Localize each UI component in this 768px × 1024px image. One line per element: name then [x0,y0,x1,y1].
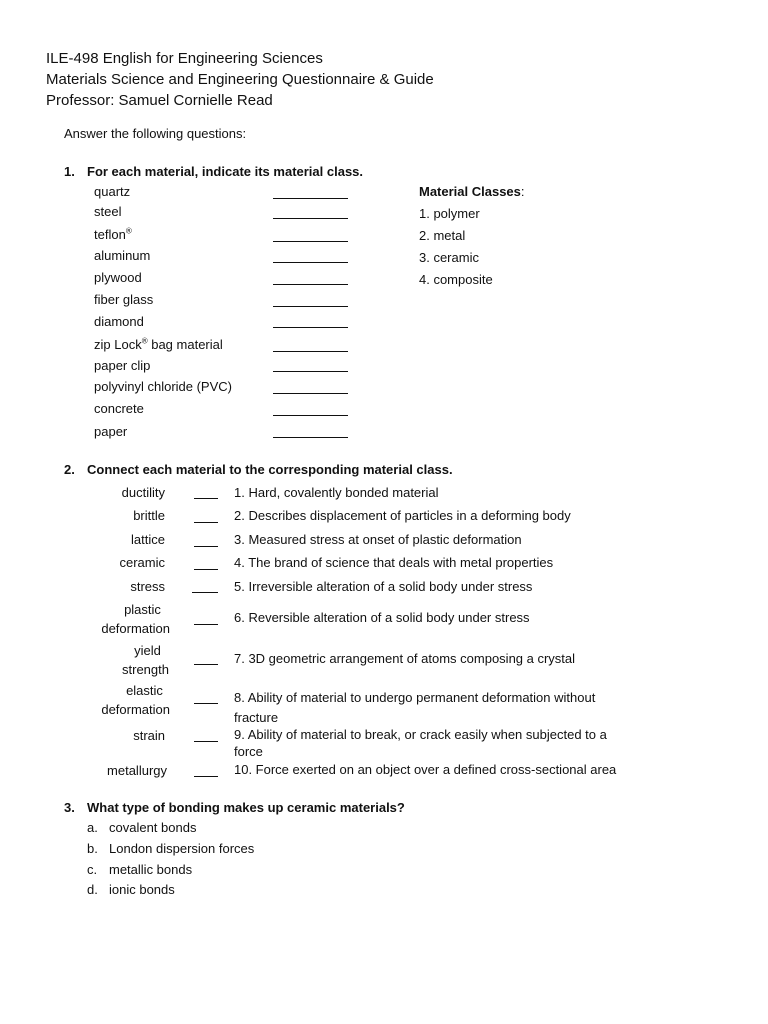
q2-definition: fracture [234,710,279,725]
instructions: Answer the following questions: [64,126,247,141]
q1-answer-blank[interactable] [273,351,348,352]
q2-term: ceramic [119,555,165,570]
q3-option-d[interactable] [87,882,175,898]
q1-answer-blank[interactable] [273,393,348,394]
q1-answer-blank[interactable] [273,262,348,263]
q2-term: yield [134,643,161,658]
q2-answer-blank[interactable] [194,546,218,547]
q3-number: 3. [64,800,75,815]
q2-definition: 3. Measured stress at onset of plastic deformation [234,532,522,547]
option-letter: b. [87,841,98,856]
q1-material: aluminum [94,248,151,263]
q1-answer-blank[interactable] [273,371,348,372]
q2-term: brittle [133,508,165,523]
q1-material: steel [94,204,122,219]
registered-mark: ® [141,336,148,346]
q1-material: zip Lock® bag material [94,336,223,352]
q1-answer-blank[interactable] [273,437,348,438]
q2-number: 2. [64,462,75,477]
q1-answer-blank[interactable] [273,198,348,199]
document-title: Materials Science and Engineering Questionnaire & Guide [46,71,434,88]
q1-material: paper [94,424,128,439]
q2-definition: 8. Ability of material to undergo permanent deformation without [234,690,596,705]
q2-term: deformation [101,702,170,717]
registered-mark: ® [125,226,132,236]
option-letter: a. [87,820,98,835]
option-letter: d. [87,882,98,897]
q2-term: deformation [101,621,170,636]
q1-answer-blank[interactable] [273,241,348,242]
q1-prompt: For each material, indicate its material class. [87,164,364,179]
q1-material: concrete [94,401,144,416]
option-text: London dispersion forces [109,841,255,856]
q2-term: ductility [121,485,165,500]
q2-definition: 5. Irreversible alteration of a solid body under stress [234,579,533,594]
q2-definition: 1. Hard, covalently bonded material [234,485,439,500]
q2-answer-blank[interactable] [194,741,218,742]
option-text: ionic bonds [109,882,175,897]
q1-material: diamond [94,314,144,329]
q2-term: lattice [131,532,165,547]
material-classes-heading: Material Classes: [419,184,525,199]
q2-answer-blank[interactable] [194,703,218,704]
q2-term: elastic [126,683,163,698]
q3-option-a[interactable] [87,820,196,836]
q1-material: quartz [94,184,131,199]
q3-prompt: What type of bonding makes up ceramic materials? [87,800,405,815]
q2-prompt: Connect each material to the corresponding material class. [87,462,453,477]
q2-term: strength [122,662,169,677]
professor-line: Professor: Samuel Cornielle Read [46,92,273,109]
q2-definition: 10. Force exerted on an object over a defined cross-sectional area [234,762,617,777]
q2-term: metallurgy [107,763,167,778]
q2-definition: 4. The brand of science that deals with metal properties [234,555,554,570]
q2-answer-blank[interactable] [194,522,218,523]
q2-definition: 7. 3D geometric arrangement of atoms composing a crystal [234,651,576,666]
q2-answer-blank[interactable] [194,498,218,499]
q1-answer-blank[interactable] [273,306,348,307]
option-letter: c. [87,862,98,877]
q1-answer-blank[interactable] [273,284,348,285]
q2-answer-blank[interactable] [194,624,218,625]
q1-answer-blank[interactable] [273,415,348,416]
q1-material: plywood [94,270,142,285]
q2-answer-blank[interactable] [194,664,218,665]
material-class-item: 3. ceramic [419,250,479,265]
q1-answer-blank[interactable] [273,327,348,328]
material-class-item: 4. composite [419,272,493,287]
material-class-item: 1. polymer [419,206,480,221]
course-title: ILE-498 English for Engineering Sciences [46,50,323,67]
q2-definition: 2. Describes displacement of particles in a deforming body [234,508,571,523]
q1-material: teflon® [94,226,132,242]
q2-answer-blank[interactable] [194,569,218,570]
q2-answer-blank[interactable] [194,776,218,777]
option-text: covalent bonds [109,820,197,835]
q2-definition: 9. Ability of material to break, or crack easily when subjected to a [234,727,607,742]
q2-term: strain [133,728,165,743]
q2-term: stress [130,579,165,594]
q2-answer-blank[interactable] [192,592,218,593]
option-text: metallic bonds [109,862,193,877]
q2-definition: force [234,744,263,759]
q2-term: plastic [124,602,161,617]
q1-material: polyvinyl chloride (PVC) [94,379,232,394]
q3-option-c[interactable] [87,862,192,878]
material-class-item: 2. metal [419,228,466,243]
q3-option-b[interactable] [87,841,254,857]
q1-material: fiber glass [94,292,154,307]
q1-answer-blank[interactable] [273,218,348,219]
q2-definition: 6. Reversible alteration of a solid body under stress [234,610,530,625]
q1-number: 1. [64,164,75,179]
q1-material: paper clip [94,358,151,373]
